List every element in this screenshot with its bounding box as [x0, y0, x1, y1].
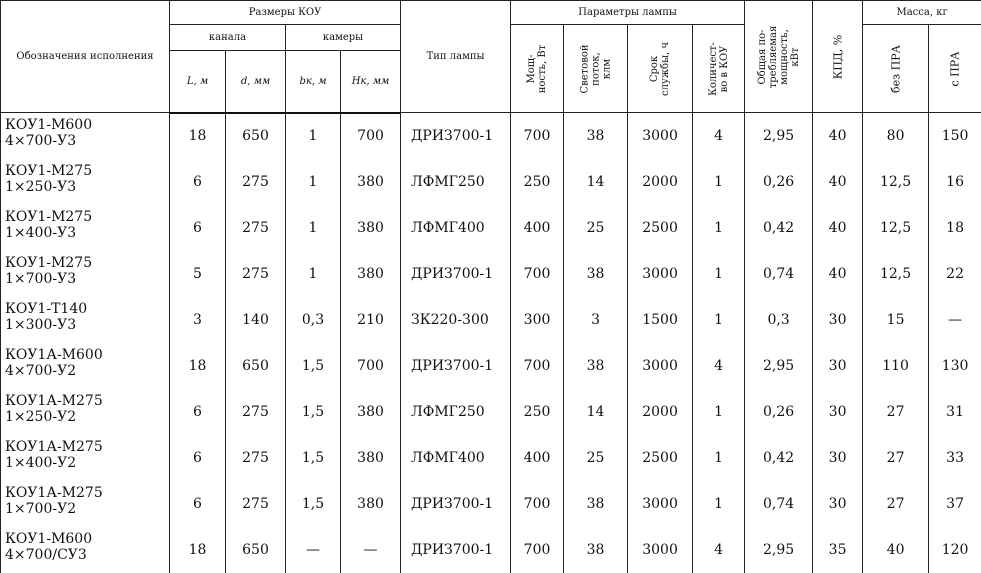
cell-flux: 14	[564, 389, 628, 435]
cell-count: 1	[693, 481, 745, 527]
designation-line-1: КОУ1-М275	[5, 209, 169, 225]
header-total-power-label: Общая по- требляемая мощность, кВт	[757, 25, 801, 88]
cell-b: 0,3	[286, 297, 341, 343]
header-count	[693, 25, 745, 113]
cell-power: 400	[511, 205, 564, 251]
cell-eff: 40	[813, 251, 863, 297]
cell-count: 4	[693, 113, 745, 160]
cell-life: 3000	[628, 527, 693, 573]
cell-m1: 12,5	[863, 205, 929, 251]
cell-lamp: ДРИЗ700-1	[401, 113, 511, 160]
cell-m1: 40	[863, 527, 929, 573]
designation-line-2: 4×700-У3	[5, 133, 169, 149]
cell-flux: 25	[564, 205, 628, 251]
designation-line-1: КОУ1А-М600	[5, 347, 169, 363]
cell-H: 700	[341, 113, 401, 160]
cell-m1: 27	[863, 481, 929, 527]
cell-total: 2,95	[745, 113, 813, 160]
cell-flux: 38	[564, 527, 628, 573]
cell-flux: 14	[564, 159, 628, 205]
cell-d: 275	[226, 389, 286, 435]
cell-H: 210	[341, 297, 401, 343]
cell-total: 0,26	[745, 159, 813, 205]
header-mass-without	[863, 25, 929, 113]
cell-count: 1	[693, 205, 745, 251]
designation-line-1: КОУ1-М275	[5, 163, 169, 179]
table-row	[1, 205, 981, 251]
cell-lamp: ДРИЗ700-1	[401, 481, 511, 527]
cell-lamp: ЛФМГ400	[401, 435, 511, 481]
cell-H: 380	[341, 205, 401, 251]
cell-m1: 110	[863, 343, 929, 389]
table-row	[1, 113, 981, 160]
header-mass-group: Масса, кг	[863, 1, 981, 25]
cell-flux: 38	[564, 113, 628, 160]
cell-count: 1	[693, 297, 745, 343]
header-d: d, мм	[226, 51, 286, 113]
cell-d: 650	[226, 113, 286, 160]
cell-flux: 3	[564, 297, 628, 343]
cell-H: —	[341, 527, 401, 573]
cell-b: —	[286, 527, 341, 573]
cell-H: 380	[341, 389, 401, 435]
cell-L: 6	[170, 159, 226, 205]
cell-eff: 40	[813, 113, 863, 160]
cell-flux: 25	[564, 435, 628, 481]
cell-L: 18	[170, 527, 226, 573]
table-row	[1, 297, 981, 343]
cell-m1: 12,5	[863, 159, 929, 205]
table-header	[1, 1, 981, 113]
header-channel-group: канала	[170, 25, 286, 51]
designation-line-1: КОУ1А-М275	[5, 439, 169, 455]
cell-d: 275	[226, 251, 286, 297]
designation-line-1: КОУ1-М600	[5, 117, 169, 133]
cell-power: 700	[511, 113, 564, 160]
header-mass-with-label: с ПРА	[950, 51, 961, 86]
cell-m1: 15	[863, 297, 929, 343]
cell-lamp: ЛФМГ400	[401, 205, 511, 251]
cell-d: 275	[226, 481, 286, 527]
cell-eff: 30	[813, 343, 863, 389]
designation-line-2: 1×300-У3	[5, 317, 169, 333]
designation-line-1: КОУ1А-М275	[5, 485, 169, 501]
designation-line-2: 1×400-У2	[5, 455, 169, 471]
cell-m1: 12,5	[863, 251, 929, 297]
cell-power: 300	[511, 297, 564, 343]
designation-line-2: 1×250-У3	[5, 179, 169, 195]
cell-life: 3000	[628, 251, 693, 297]
cell-total: 0,3	[745, 297, 813, 343]
cell-d: 275	[226, 159, 286, 205]
cell-life: 2500	[628, 205, 693, 251]
header-L: L, м	[170, 51, 226, 113]
table-row	[1, 159, 981, 205]
designation-line-2: 4×700-У2	[5, 363, 169, 379]
cell-count: 4	[693, 527, 745, 573]
cell-eff: 30	[813, 297, 863, 343]
cell-life: 3000	[628, 343, 693, 389]
designation-line-1: КОУ1-М600	[5, 531, 169, 547]
designation-line-2: 1×700-У3	[5, 271, 169, 287]
designation-cell	[1, 481, 170, 527]
header-designation: Обозначения исполнения	[1, 1, 170, 113]
cell-lamp: ЗК220-300	[401, 297, 511, 343]
cell-life: 3000	[628, 481, 693, 527]
cell-H: 380	[341, 435, 401, 481]
cell-power: 250	[511, 389, 564, 435]
cell-lamp: ЛФМГ250	[401, 159, 511, 205]
cell-d: 140	[226, 297, 286, 343]
cell-d: 275	[226, 205, 286, 251]
cell-b: 1	[286, 251, 341, 297]
cell-m2: 33	[929, 435, 981, 481]
cell-d: 650	[226, 527, 286, 573]
designation-line-1: КОУ1-Т140	[5, 301, 169, 317]
cell-m2: 120	[929, 527, 981, 573]
cell-b: 1	[286, 113, 341, 160]
header-mass-with	[929, 25, 981, 113]
cell-life: 2000	[628, 159, 693, 205]
cell-eff: 40	[813, 159, 863, 205]
cell-flux: 38	[564, 343, 628, 389]
cell-m2: 150	[929, 113, 981, 160]
header-efficiency-label: КПД, %	[832, 34, 843, 79]
cell-L: 6	[170, 205, 226, 251]
cell-total: 0,42	[745, 435, 813, 481]
designation-cell	[1, 205, 170, 251]
designation-cell	[1, 251, 170, 297]
cell-total: 2,95	[745, 343, 813, 389]
cell-b: 1,5	[286, 481, 341, 527]
cell-m2: 130	[929, 343, 981, 389]
cell-life: 2500	[628, 435, 693, 481]
cell-b: 1	[286, 159, 341, 205]
header-flux	[564, 25, 628, 113]
designation-line-2: 1×400-У3	[5, 225, 169, 241]
cell-life: 2000	[628, 389, 693, 435]
cell-lamp: ДРИЗ700-1	[401, 527, 511, 573]
designation-line-1: КОУ1-М275	[5, 255, 169, 271]
header-count-label: Количест- во в КОУ	[708, 42, 730, 96]
designation-cell	[1, 389, 170, 435]
cell-m2: 31	[929, 389, 981, 435]
header-mass-without-label: без ПРА	[890, 45, 901, 93]
cell-L: 18	[170, 113, 226, 160]
cell-power: 400	[511, 435, 564, 481]
cell-b: 1	[286, 205, 341, 251]
cell-m2: 37	[929, 481, 981, 527]
designation-line-1: КОУ1А-М275	[5, 393, 169, 409]
cell-eff: 40	[813, 205, 863, 251]
header-total-power	[745, 1, 813, 113]
designation-line-2: 1×250-У2	[5, 409, 169, 425]
cell-b: 1,5	[286, 435, 341, 481]
header-service	[628, 25, 693, 113]
designation-cell	[1, 297, 170, 343]
header-efficiency	[813, 1, 863, 113]
cell-b: 1,5	[286, 389, 341, 435]
cell-power: 700	[511, 251, 564, 297]
designation-cell	[1, 159, 170, 205]
cell-H: 380	[341, 159, 401, 205]
table-body	[1, 113, 981, 573]
cell-lamp: ДРИЗ700-1	[401, 343, 511, 389]
table-row	[1, 527, 981, 573]
table-row	[1, 389, 981, 435]
cell-lamp: ДРИЗ700-1	[401, 251, 511, 297]
cell-power: 700	[511, 527, 564, 573]
cell-count: 1	[693, 435, 745, 481]
cell-m1: 80	[863, 113, 929, 160]
cell-eff: 35	[813, 527, 863, 573]
cell-m2: 22	[929, 251, 981, 297]
cell-eff: 30	[813, 481, 863, 527]
header-power-label: Мощ- ность, Вт	[526, 44, 548, 93]
cell-L: 5	[170, 251, 226, 297]
header-power	[511, 25, 564, 113]
cell-total: 2,95	[745, 527, 813, 573]
designation-line-2: 1×700-У2	[5, 501, 169, 517]
cell-b: 1,5	[286, 343, 341, 389]
designation-cell	[1, 435, 170, 481]
cell-life: 1500	[628, 297, 693, 343]
cell-power: 250	[511, 159, 564, 205]
cell-L: 6	[170, 435, 226, 481]
header-lamp-type: Тип лампы	[401, 1, 511, 113]
table-row	[1, 435, 981, 481]
designation-cell	[1, 113, 170, 160]
cell-d: 650	[226, 343, 286, 389]
cell-power: 700	[511, 481, 564, 527]
cell-total: 0,74	[745, 251, 813, 297]
header-H: Hк, мм	[341, 51, 401, 113]
cell-m1: 27	[863, 389, 929, 435]
cell-m2: —	[929, 297, 981, 343]
cell-count: 1	[693, 159, 745, 205]
cell-total: 0,26	[745, 389, 813, 435]
header-sizes-group: Размеры КОУ	[170, 1, 401, 25]
table-row	[1, 343, 981, 389]
cell-eff: 30	[813, 435, 863, 481]
cell-m2: 16	[929, 159, 981, 205]
cell-d: 275	[226, 435, 286, 481]
table-row	[1, 481, 981, 527]
cell-L: 18	[170, 343, 226, 389]
cell-m1: 27	[863, 435, 929, 481]
cell-L: 6	[170, 481, 226, 527]
cell-life: 3000	[628, 113, 693, 160]
cell-count: 1	[693, 389, 745, 435]
header-lamp-params-group: Параметры лампы	[511, 1, 745, 25]
header-chamber-group: камеры	[286, 25, 401, 51]
cell-H: 380	[341, 481, 401, 527]
header-service-label: Срок службы, ч	[649, 42, 671, 96]
cell-lamp: ЛФМГ250	[401, 389, 511, 435]
cell-H: 700	[341, 343, 401, 389]
cell-flux: 38	[564, 481, 628, 527]
cell-count: 1	[693, 251, 745, 297]
cell-total: 0,74	[745, 481, 813, 527]
cell-count: 4	[693, 343, 745, 389]
cell-flux: 38	[564, 251, 628, 297]
cell-eff: 30	[813, 389, 863, 435]
designation-cell	[1, 527, 170, 573]
header-flux-label: Световой поток, клм	[579, 44, 612, 93]
cell-m2: 18	[929, 205, 981, 251]
cell-power: 700	[511, 343, 564, 389]
cell-L: 3	[170, 297, 226, 343]
designation-line-2: 4×700/СУ3	[5, 547, 169, 563]
designation-cell	[1, 343, 170, 389]
header-b: bк, м	[286, 51, 341, 113]
cell-L: 6	[170, 389, 226, 435]
cell-H: 380	[341, 251, 401, 297]
table-row	[1, 251, 981, 297]
cell-total: 0,42	[745, 205, 813, 251]
